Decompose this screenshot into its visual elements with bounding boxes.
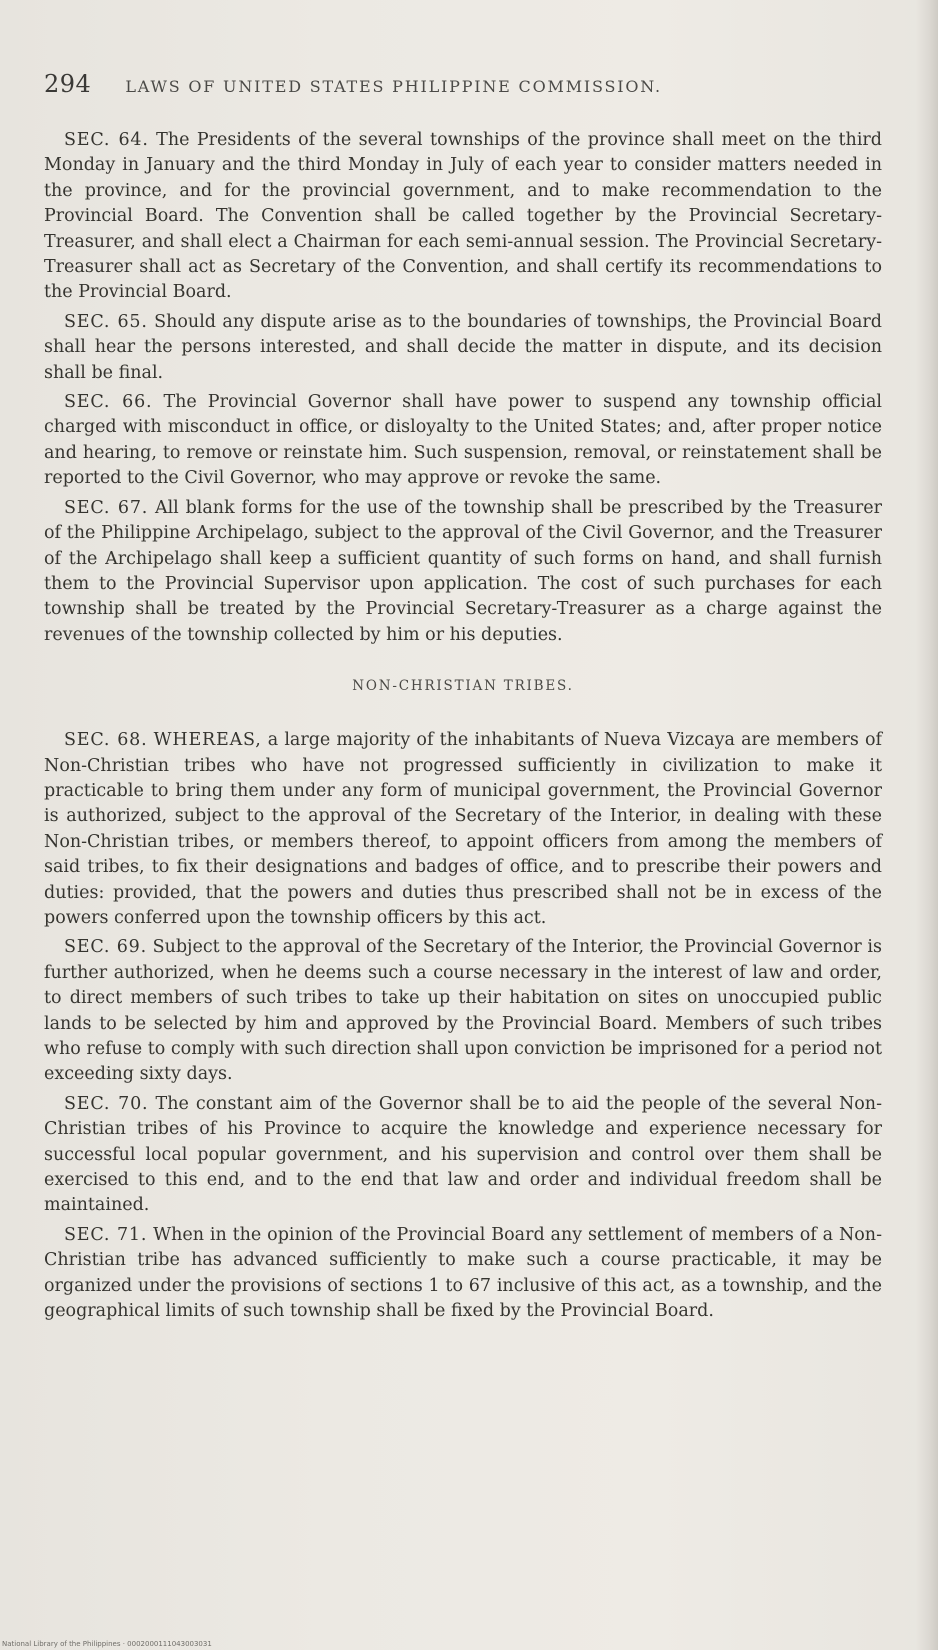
section-65 xyxy=(44,310,882,386)
section-label: SEC. 68. xyxy=(64,730,148,751)
section-71 xyxy=(44,1223,882,1325)
section-text: When in the opinion of the Provincial Board any settlement of members of a Non-Christian tribe has advanced sufficiently to make such a course practicable, it may be organized under the provisions of sections 1 to 67 inclusive of this act, as a township, and the geographical limits of such township shall be fixed by the Provincial Board. xyxy=(44,1224,882,1322)
section-label: SEC. 69. xyxy=(64,937,147,958)
section-69 xyxy=(44,935,882,1087)
section-text: The Provincial Governor shall have power to suspend any township official charged with misconduct in office, or disloyalty to the United States; and, after proper notice and hearing, to remove or reinstate him. Such suspension, removal, or reinstatement shall be reported to the Civil Governor, who may approve or revoke the same. xyxy=(44,392,882,489)
section-64 xyxy=(44,128,882,306)
section-text: Should any dispute arise as to the boundaries of townships, the Provincial Board shall hear the persons interested, and shall decide the matter in dispute, and its decision shall be final. xyxy=(44,311,882,383)
section-heading: NON-CHRISTIAN TRIBES. xyxy=(352,678,574,695)
section-70 xyxy=(44,1092,882,1219)
section-label: SEC. 66. xyxy=(64,392,153,413)
page-number: 294 xyxy=(44,70,92,98)
section-label: SEC. 65. xyxy=(64,311,148,332)
page-edge-shadow xyxy=(916,0,938,1650)
section-label: SEC. 70. xyxy=(64,1093,149,1114)
page-content xyxy=(44,70,882,1324)
section-68 xyxy=(44,728,882,931)
section-66 xyxy=(44,390,882,492)
running-header xyxy=(44,70,882,112)
section-text: Subject to the approval of the Secretary of the Interior, the Provincial Governor is further authorized, when he deems such a course necessary in the interest of law and order, to direct members of such tribes to take up their habitation on sites on unoccupied public lands to be selected by him and approved by the Provincial Board. Members of such tribes who refuse to comply with such direction shall upon conviction be imprisoned for a period not exceeding sixty days. xyxy=(44,937,882,1085)
running-title: LAWS OF UNITED STATES PHILIPPINE COMMISSION. xyxy=(125,77,662,96)
section-label: SEC. 64. xyxy=(64,130,149,150)
section-text: The Presidents of the several townships of the province shall meet on the third Monday in January and the third Monday in July of each year to consider matters needed in the province, and for the provincial government, and to make recommendation to the Provincial Board. The Convention shall be called together by the Provincial Secretary-Treasurer, and shall elect a Chairman for each semi-annual session. The Provincial Secretary-Treasurer shall act as Secretary of the Convention, and shall certify its recommendations to the Provincial Board. xyxy=(44,130,882,303)
section-label: SEC. 67. xyxy=(64,497,149,518)
section-text: The constant aim of the Governor shall be to aid the people of the several Non-Christian tribes of his Province to acquire the knowledge and experience necessary for successful local popular government, and his supervision and control over them shall be exercised to this end, and to the end that law and order and individual freedom shall be maintained. xyxy=(44,1093,882,1216)
whereas-clause: WHEREAS, xyxy=(153,730,262,751)
section-text: All blank forms for the use of the township shall be prescribed by the Treasurer of the Philippine Archipelago, subject to the approval of the Civil Governor, and the Treasurer of the Archipelago shall keep a sufficient quantity of such forms on hand, and shall furnish them to the Provincial Supervisor upon application. The cost of such purchases for each township shall be treated by the Provincial Secretary-Treasurer as a charge against the revenues of the township collected by him or his deputies. xyxy=(44,497,882,645)
section-67 xyxy=(44,496,882,648)
section-text: a large majority of the inhabitants of Nueva Vizcaya are members of Non-Christian tribes who have not progressed sufficiently in civilization to make it practicable to bring them under any form of municipal government, the Provincial Governor is authorized, subject to the approval of the Secretary of the Interior, in dealing with these Non-Christian tribes, or members thereof, to appoint officers from among the members of said tribes, to fix their designations and badges of office, and to prescribe their powers and duties: provided, that the powers and duties thus prescribed shall not be in excess of the powers conferred upon the township officers by this act. xyxy=(44,730,882,928)
section-label: SEC. 71. xyxy=(64,1224,148,1245)
scan-footer: National Library of the Philippines · 0002000111043003031 xyxy=(2,1640,212,1648)
